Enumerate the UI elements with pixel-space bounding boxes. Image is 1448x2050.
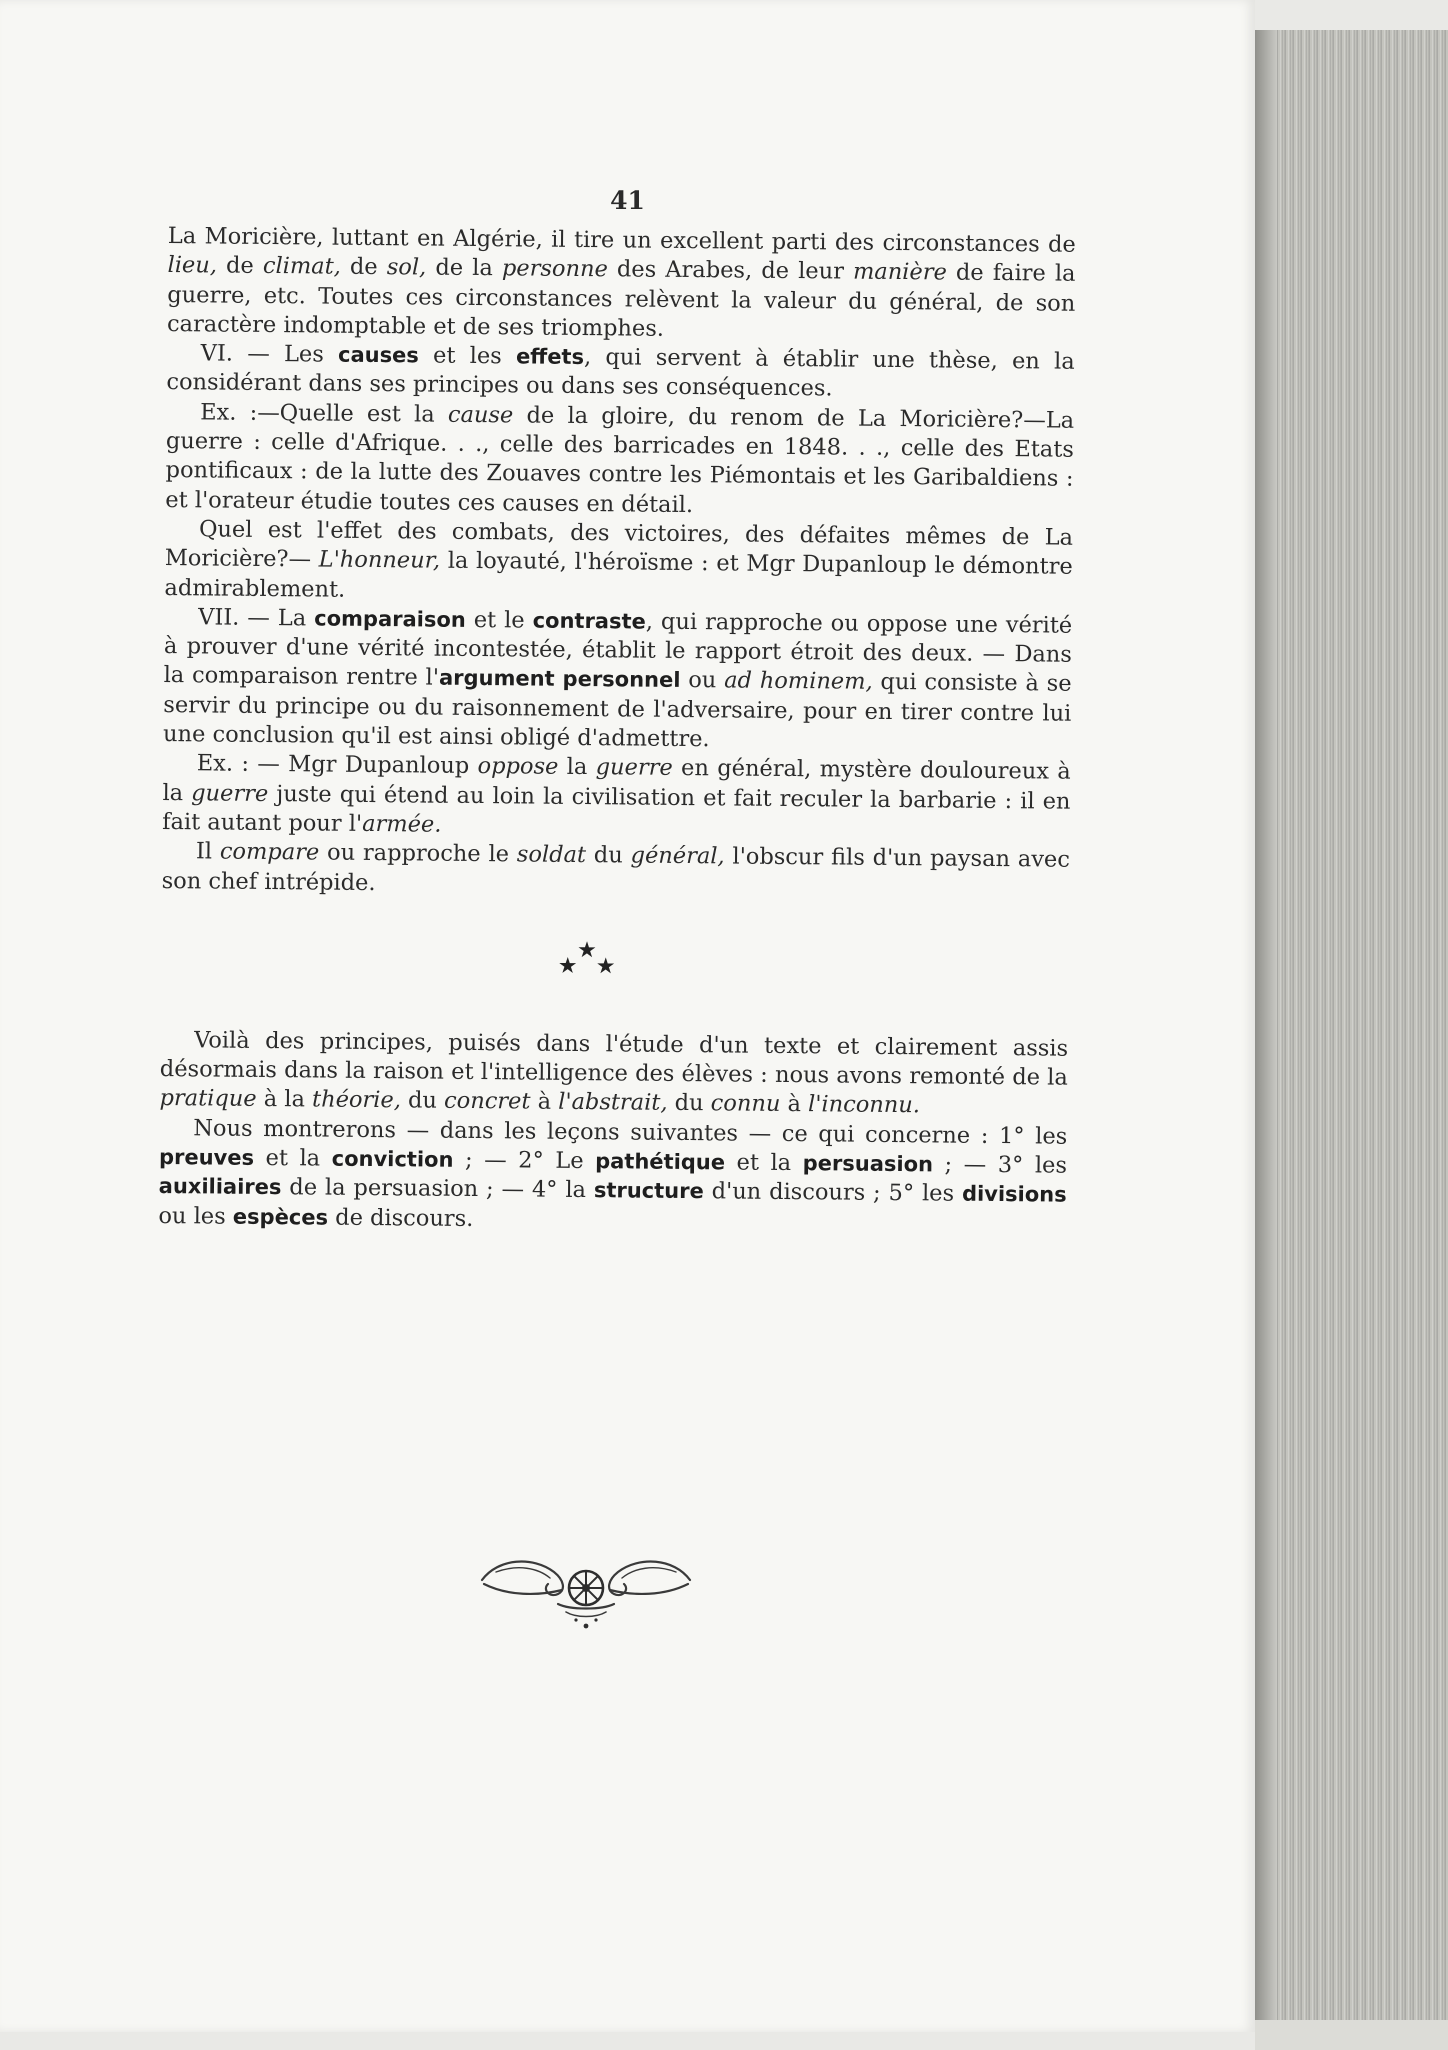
star-icon: ★ [557,953,578,979]
paragraph-1: La Moricière, luttant en Algérie, il tire un excellent parti des circonstances de lieu, de climat, de sol, de la personne des Arabes, de leur manière de faire la guerre, etc. Toutes ces circonstances relèvent la valeur du général, de son caractère indomptable et de ses triomphes. [166,222,1076,342]
star-icon: ★ [576,937,597,963]
book-page-edges [1255,30,1448,2020]
page-text [158,222,1076,1240]
paragraph-7: Il compare ou rapproche le soldat du général, l'obscur fils d'un paysan avec son chef intrépide. [161,838,1071,896]
paragraph-4: Quel est l'effet des combats, des victoires, des défaites mêmes de La Moricière?— L'honneur, la loyauté, l'héroïsme : et Mgr Dupanloup le démontre admirablement. [164,516,1074,603]
tailpiece-ornament-icon [478,1550,694,1634]
section-separator [161,930,1069,985]
star-icon: ★ [595,953,616,980]
paragraph-6: Ex. : — Mgr Dupanloup oppose la guerre en général, mystère douloureux à la guerre juste qui étend au loin la civilisation et fait reculer la barbarie : il en fait autant pour l'armée. [162,750,1071,838]
paragraph-8: Voilà des principes, puisés dans l'étude d'un texte et clairement assis désormais dans la raison et l'intelligence des élèves : nous avons remonté de la pratique à la théorie, du concret à l'abstrait, du connu à l'inconnu. [159,1027,1069,1119]
paragraph-3: Ex. :—Quelle est la cause de la gloire, du renom de La Moricière?—La guerre : celle d'Afrique. . ., celle des barricades en 1848. . ., celle des Etats pontificaux : de la lutte des Zouaves contre les Piémontais et les Garibaldiens : et l'orateur étudie toutes ces causes en détail. [165,399,1075,518]
page-number: 41 [610,186,645,215]
paragraph-2: VI. — Les causes et les effets, qui servent à établir une thèse, en la considérant dans ses principes ou dans ses conséquences. [166,340,1075,402]
paragraph-9: Nous montrerons — dans les leçons suivantes — ce qui concerne : 1° les preuves et la conviction ; — 2° Le pathétique et la persuasion ; — 3° les auxiliaires de la persuasion ; — 4° la structure d'un discours ; 5° les divisions ou les espèces de discours. [158,1115,1068,1232]
paragraph-5: VII. — La comparaison et le contraste, qui rapproche ou oppose une vérité à prouver d'une vérité incontestée, établit le rapport étroit des deux. — Dans la comparaison rentre l'argument personnel ou ad hominem, qui consiste à se servir du principe ou du raisonnement de l'adversaire, pour en tirer contre lui une conclusion qu'il est ainsi obligé d'admettre. [162,604,1073,753]
